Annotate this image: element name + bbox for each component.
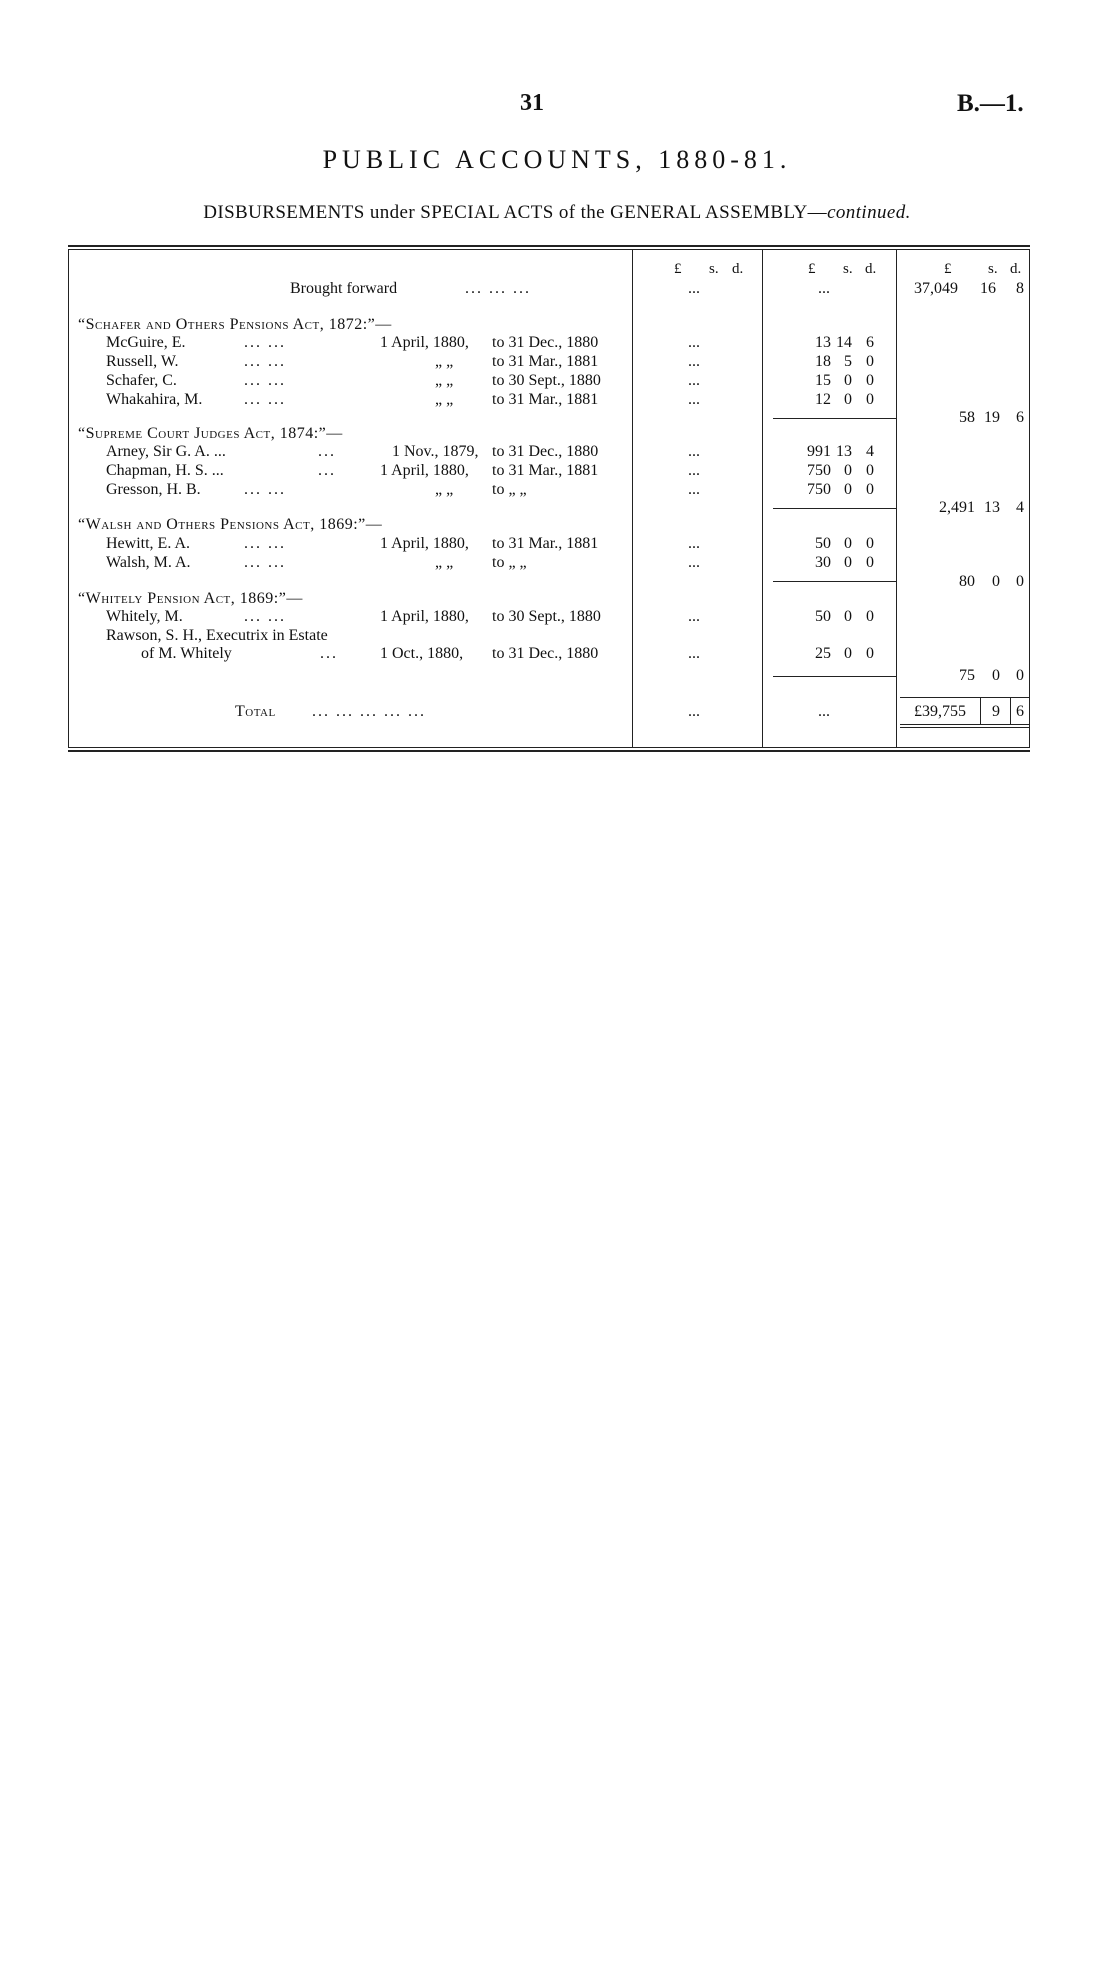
period-to: to 31 Dec., 1880 [492, 645, 599, 662]
amount-shillings: 0 [844, 391, 852, 408]
brought-forward-shillings: 16 [980, 280, 996, 297]
amount-pence: 0 [866, 353, 874, 370]
subtitle-main: DISBURSEMENTS under SPECIAL ACTS of the GENERAL ASSEMBLY— [203, 202, 828, 223]
payee-name: Schafer, C. [106, 372, 177, 389]
total-col1: ... [688, 703, 700, 720]
document-reference: B.—1. [957, 90, 1024, 117]
amount-pounds: 750 [807, 481, 831, 498]
col3-pence-header: d. [1010, 261, 1022, 277]
col1-value: ... [688, 372, 700, 389]
table-row [68, 371, 1030, 391]
amount-pence: 0 [866, 462, 874, 479]
amount-pounds: 30 [815, 554, 831, 571]
total-shillings: 9 [992, 703, 1000, 720]
payee-name: Whitely, M. [106, 608, 183, 625]
table-row [68, 333, 1030, 353]
amount-shillings: 14 [836, 334, 852, 351]
amount-pence: 0 [866, 645, 874, 662]
period-to: to „ „ [492, 554, 527, 571]
amount-shillings: 0 [844, 535, 852, 552]
subtotal-pence: 4 [1016, 499, 1024, 516]
brought-forward-pounds: 37,049 [914, 280, 958, 297]
col1-value: ... [688, 608, 700, 625]
amount-shillings: 0 [844, 462, 852, 479]
amount-pence: 0 [866, 391, 874, 408]
table-row [68, 607, 1030, 627]
amount-pence: 0 [866, 481, 874, 498]
col3-shilling-header: s. [988, 261, 998, 277]
amount-pounds: 15 [815, 372, 831, 389]
period-from: 1 April, 1880, [380, 334, 469, 351]
payee-name: McGuire, E. [106, 334, 186, 351]
period-from: „ „ [435, 481, 454, 498]
amount-shillings: 0 [844, 481, 852, 498]
payee-name: Russell, W. [106, 353, 179, 370]
period-from: „ „ [435, 353, 454, 370]
period-from: „ „ [435, 391, 454, 408]
payee-name: Gresson, H. B. [106, 481, 201, 498]
period-from: 1 April, 1880, [380, 462, 469, 479]
period-to: to 31 Mar., 1881 [492, 353, 599, 370]
period-to: to 31 Mar., 1881 [492, 462, 599, 479]
amount-pounds: 750 [807, 462, 831, 479]
row-leader: ... [318, 443, 336, 460]
col1-value: ... [688, 481, 700, 498]
amount-pence: 0 [866, 372, 874, 389]
total-col2: ... [818, 703, 830, 720]
row-leader: ... ... [244, 535, 286, 552]
page-subtitle [0, 202, 1114, 224]
table-row [68, 534, 1030, 554]
table-top-rule [68, 245, 1030, 247]
row-leader: ... ... [244, 353, 286, 370]
amount-pence: 4 [866, 443, 874, 460]
subtotal-shillings: 0 [992, 667, 1000, 684]
period-to: to 31 Mar., 1881 [492, 535, 599, 552]
amount-pounds: 50 [815, 608, 831, 625]
table-row [68, 442, 1030, 462]
total-pounds: £39,755 [914, 703, 966, 720]
payee-name: Arney, Sir G. A. ... [106, 443, 226, 460]
amount-pounds: 25 [815, 645, 831, 662]
period-from: 1 Oct., 1880, [380, 645, 464, 662]
amount-pence: 0 [866, 608, 874, 625]
subtotal-pence: 6 [1016, 409, 1024, 426]
col1-value: ... [688, 353, 700, 370]
period-to: to 31 Mar., 1881 [492, 391, 599, 408]
col2-shilling-header: s. [843, 261, 853, 277]
subtotal-row-whitely [68, 666, 1030, 686]
subtotal-pounds: 75 [959, 667, 975, 684]
col1-shilling-header: s. [709, 261, 719, 277]
row-leader: ... ... [244, 334, 286, 351]
period-from: „ „ [435, 372, 454, 389]
total-label: Total [235, 703, 276, 720]
table-row [68, 461, 1030, 481]
subtotal-shillings: 13 [984, 499, 1000, 516]
subtotal-pence: 0 [1016, 667, 1024, 684]
row-leader: ... ... [244, 481, 286, 498]
payee-name: Chapman, H. S. ... [106, 462, 224, 479]
period-from: 1 April, 1880, [380, 608, 469, 625]
col1-value: ... [688, 334, 700, 351]
payee-name: Hewitt, E. A. [106, 535, 190, 552]
col1-value: ... [688, 645, 700, 662]
table-row [68, 644, 1030, 664]
subtotal-pounds: 58 [959, 409, 975, 426]
period-to: to „ „ [492, 481, 527, 498]
row-leader: ... ... [244, 372, 286, 389]
total-rule-bottom-2 [900, 727, 1030, 728]
subtitle-continued: continued. [827, 202, 911, 223]
page-number: 31 [520, 90, 544, 116]
brought-forward-leader: ... ... ... [465, 280, 531, 297]
col1-value: ... [688, 554, 700, 571]
table-row [68, 390, 1030, 410]
row-leader: ... [318, 462, 336, 479]
period-to: to 30 Sept., 1880 [492, 372, 601, 389]
amount-pence: 6 [866, 334, 874, 351]
section-heading-whitely: “Whitely Pension Act, 1869:”— [78, 590, 303, 607]
brought-forward-pence: 8 [1016, 280, 1024, 297]
subtotal-shillings: 0 [992, 573, 1000, 590]
disbursements-table [68, 245, 1030, 752]
amount-pounds: 12 [815, 391, 831, 408]
amount-shillings: 5 [844, 353, 852, 370]
total-pence-separator [1010, 697, 1011, 725]
amount-shillings: 13 [836, 443, 852, 460]
amount-pounds: 50 [815, 535, 831, 552]
col2-pound-header: £ [808, 261, 816, 277]
col1-value: ... [688, 462, 700, 479]
row-leader: ... [320, 645, 338, 662]
period-from: „ „ [435, 554, 454, 571]
brought-forward-col1: ... [688, 280, 700, 297]
period-to: to 30 Sept., 1880 [492, 608, 601, 625]
total-pence: 6 [1016, 703, 1024, 720]
col1-value: ... [688, 535, 700, 552]
subtotal-shillings: 19 [984, 409, 1000, 426]
page-title: PUBLIC ACCOUNTS, 1880-81. [322, 145, 792, 174]
period-to: to 31 Dec., 1880 [492, 334, 599, 351]
payee-name: Whakahira, M. [106, 391, 203, 408]
section-heading-supreme-court: “Supreme Court Judges Act, 1874:”— [78, 425, 343, 442]
amount-shillings: 0 [844, 645, 852, 662]
total-leader: ... ... ... ... ... [312, 703, 426, 720]
table-top-rule-inner [68, 249, 1030, 250]
table-bottom-rule [68, 747, 1030, 748]
col1-value: ... [688, 391, 700, 408]
payee-name: Walsh, M. A. [106, 554, 191, 571]
amount-pounds: 18 [815, 353, 831, 370]
amount-pence: 0 [866, 535, 874, 552]
subtotal-pence: 0 [1016, 573, 1024, 590]
amount-shillings: 0 [844, 372, 852, 389]
amount-shillings: 0 [844, 608, 852, 625]
col2-pence-header: d. [865, 261, 877, 277]
row-leader: ... ... [244, 391, 286, 408]
amount-pounds: 13 [815, 334, 831, 351]
table-row [68, 352, 1030, 372]
amount-pence: 0 [866, 554, 874, 571]
brought-forward-row [68, 279, 1030, 299]
table-bottom-rule-double [68, 750, 1030, 752]
col1-value: ... [688, 443, 700, 460]
period-to: to 31 Dec., 1880 [492, 443, 599, 460]
col3-pound-header: £ [944, 261, 952, 277]
period-from: 1 April, 1880, [380, 535, 469, 552]
table-row [68, 480, 1030, 500]
total-shilling-separator [980, 697, 981, 725]
section-heading-walsh: “Walsh and Others Pensions Act, 1869:”— [78, 516, 383, 533]
row-leader: ... ... [244, 608, 286, 625]
amount-pounds: 991 [807, 443, 831, 460]
table-row [68, 626, 1030, 646]
section-heading-schafer: “Schafer and Others Pensions Act, 1872:”— [78, 316, 392, 333]
brought-forward-col2: ... [818, 280, 830, 297]
row-leader: ... ... [244, 554, 286, 571]
table-row [68, 553, 1030, 573]
period-from: 1 Nov., 1879, [392, 443, 479, 460]
col1-pence-header: d. [732, 261, 744, 277]
amount-shillings: 0 [844, 554, 852, 571]
subtotal-pounds: 2,491 [939, 499, 975, 516]
total-row [68, 702, 1030, 722]
subtotal-pounds: 80 [959, 573, 975, 590]
payee-name: Rawson, S. H., Executrix in Estate [106, 627, 328, 644]
col1-pound-header: £ [674, 261, 682, 277]
brought-forward-label: Brought forward [290, 280, 398, 297]
payee-name: of M. Whitely [141, 645, 232, 662]
